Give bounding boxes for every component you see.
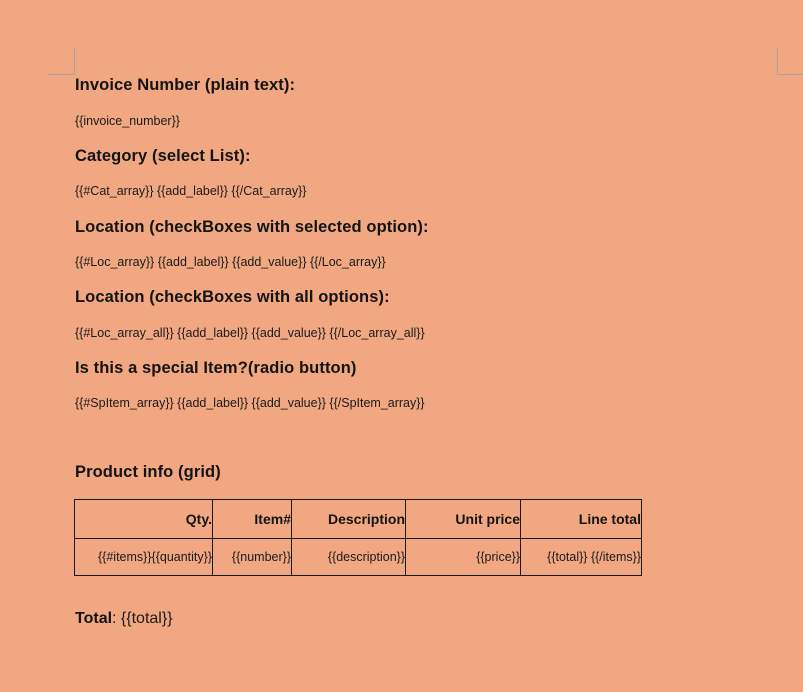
field-special-item: {{#SpItem_array}} {{add_label}} {{add_value}} {{/SpItem_array}} <box>75 396 425 410</box>
heading-special-item: Is this a special Item?(radio button) <box>75 359 357 377</box>
column-header-description: Description <box>292 500 406 539</box>
column-header-item-number: Item# <box>213 500 292 539</box>
field-invoice-number: {{invoice_number}} <box>75 114 180 128</box>
margin-corner-mark-top-right <box>777 48 803 75</box>
cell-unit-price: {{price}} <box>406 539 521 576</box>
table-header-row <box>75 500 642 539</box>
column-header-qty: Qty. <box>75 500 213 539</box>
cell-description: {{description}} <box>292 539 406 576</box>
heading-location-all: Location (checkBoxes with all options): <box>75 288 390 306</box>
column-header-line-total: Line total <box>521 500 642 539</box>
cell-item-number: {{number}} <box>213 539 292 576</box>
field-location-selected: {{#Loc_array}} {{add_label}} {{add_value}} {{/Loc_array}} <box>75 255 386 269</box>
table-row <box>75 539 642 576</box>
total-line <box>75 610 173 628</box>
heading-category: Category (select List): <box>75 147 251 165</box>
total-label: Total <box>75 610 113 627</box>
total-value: {{total}} <box>120 610 173 627</box>
field-location-all: {{#Loc_array_all}} {{add_label}} {{add_value}} {{/Loc_array_all}} <box>75 326 425 340</box>
margin-corner-mark-top-left <box>48 48 75 75</box>
total-separator: : <box>112 610 121 627</box>
heading-invoice-number: Invoice Number (plain text): <box>75 76 296 94</box>
cell-quantity: {{#items}}{{quantity}} <box>75 539 213 576</box>
heading-location-selected: Location (checkBoxes with selected option): <box>75 218 429 236</box>
cell-line-total: {{total}} {{/items}} <box>521 539 642 576</box>
column-header-unit-price: Unit price <box>406 500 521 539</box>
heading-product-info: Product info (grid) <box>75 463 221 481</box>
product-grid-table <box>74 499 642 576</box>
field-category: {{#Cat_array}} {{add_label}} {{/Cat_array}} <box>75 184 307 198</box>
